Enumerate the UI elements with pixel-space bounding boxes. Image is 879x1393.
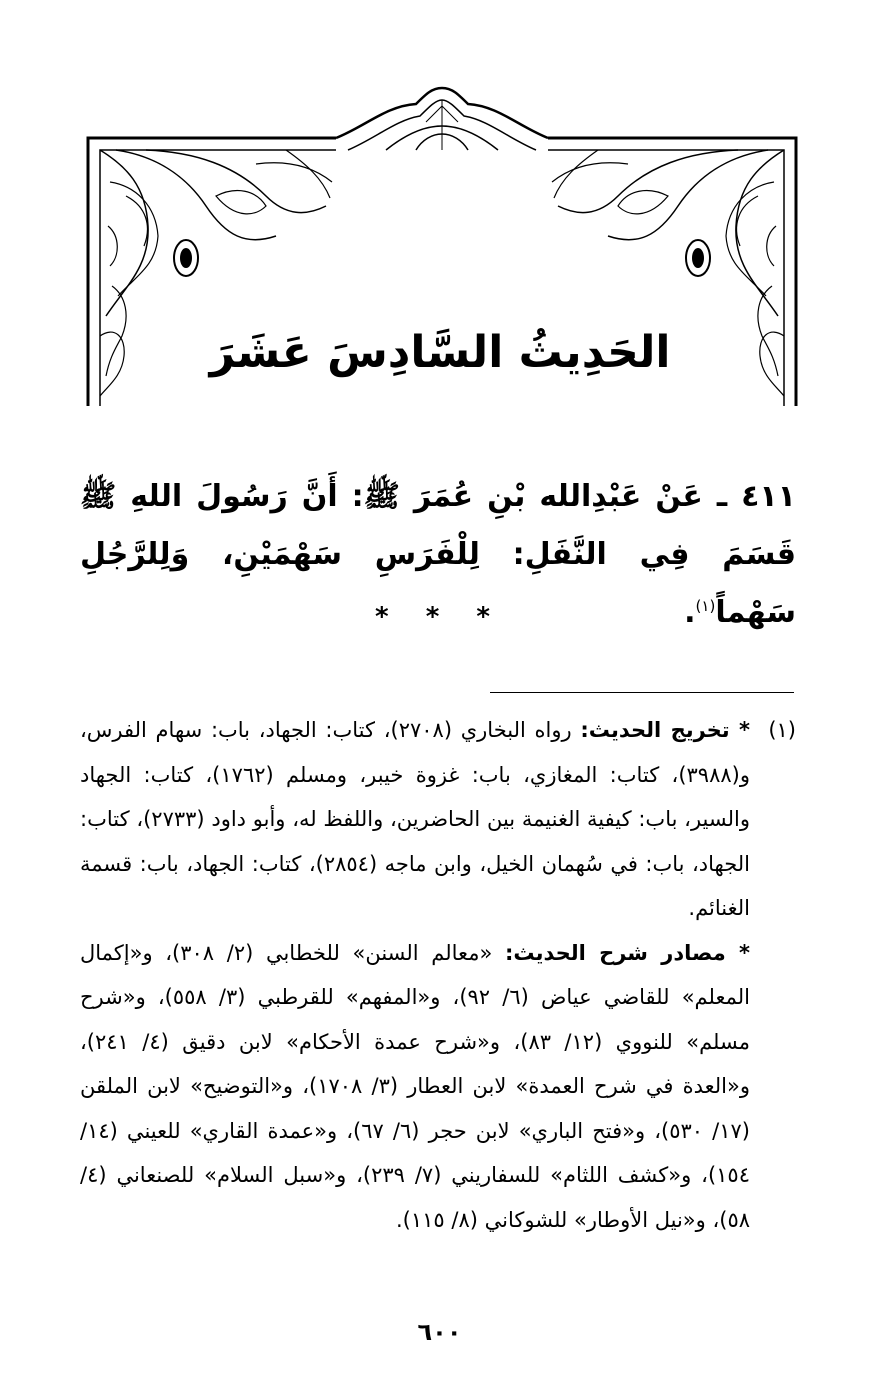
section-separator: * * * (375, 602, 504, 632)
takhrij-paragraph (80, 708, 750, 931)
sources-text: «معالم السنن» للخطابي (٢/ ٣٠٨)، و«إكمال المعلم» للقاضي عياض (٦/ ٩٢)، و«المفهم» للقرطبي (٣/ ٥٥٨)، و«شرح مسلم» للنووي (١٢/ ٨٣)، و«شرح عمدة الأحكام» لابن دقيق (٤/ ٢٤١)، و«العدة في شرح العمدة» لابن العطار (٣/ ١٧٠٨)، و«التوضيح» لابن الملقن (١٧/ ٥٣٠)، و«فتح الباري» لابن حجر (٦/ ٦٧)، و«عمدة القاري» للعيني (١٤/ ١٥٤)، و«كشف اللثام» للسفاريني (٧/ ٢٣٩)، و«سبل السلام» للصنعاني (٤/ ٥٨)، و«نيل الأوطار» للشوكاني (٨/ ١١٥). (80, 940, 750, 1232)
takhrij-text: رواه البخاري (٢٧٠٨)، كتاب: الجهاد، باب: سهام الفرس، و(٣٩٨٨)، كتاب: المغازي، باب: غزوة خيبر، ومسلم (١٧٦٢)، كتاب: الجهاد والسير، باب: كيفية الغنيمة بين الحاضرين، واللفظ له، وأبو داود (٢٧٣٣)، كتاب: الجهاد، باب: في سُهمان الخيل، وابن ماجه (٢٨٥٤)، كتاب: الجهاد، باب: قسمة الغنائم. (80, 718, 750, 920)
takhrij-label: * تخريج الحديث: (580, 718, 751, 742)
page-number: ٦٠٠ (417, 1318, 462, 1346)
hadith-end: . (684, 595, 696, 630)
footnote-reference[interactable]: (١) (695, 597, 716, 615)
footnote-number: (١) (768, 718, 796, 742)
footnote (80, 708, 796, 1242)
chapter-title: الحَدِيثُ السَّادِسَ عَشَرَ (209, 327, 671, 378)
hadith-body: ٤١١ ـ عَنْ عَبْدِالله بْنِ عُمَرَ ﷺ: أَنَّ رَسُولَ اللهِ ﷺ قَسَمَ فِي النَّفَلِ: لِلْفَرَسِ سَهْمَيْنِ، وَلِلرَّجُلِ سَهْماً (80, 479, 796, 630)
sources-label: * مصادر شرح الحديث: (504, 940, 750, 965)
sources-paragraph (80, 931, 750, 1243)
footnote-divider (490, 692, 794, 693)
